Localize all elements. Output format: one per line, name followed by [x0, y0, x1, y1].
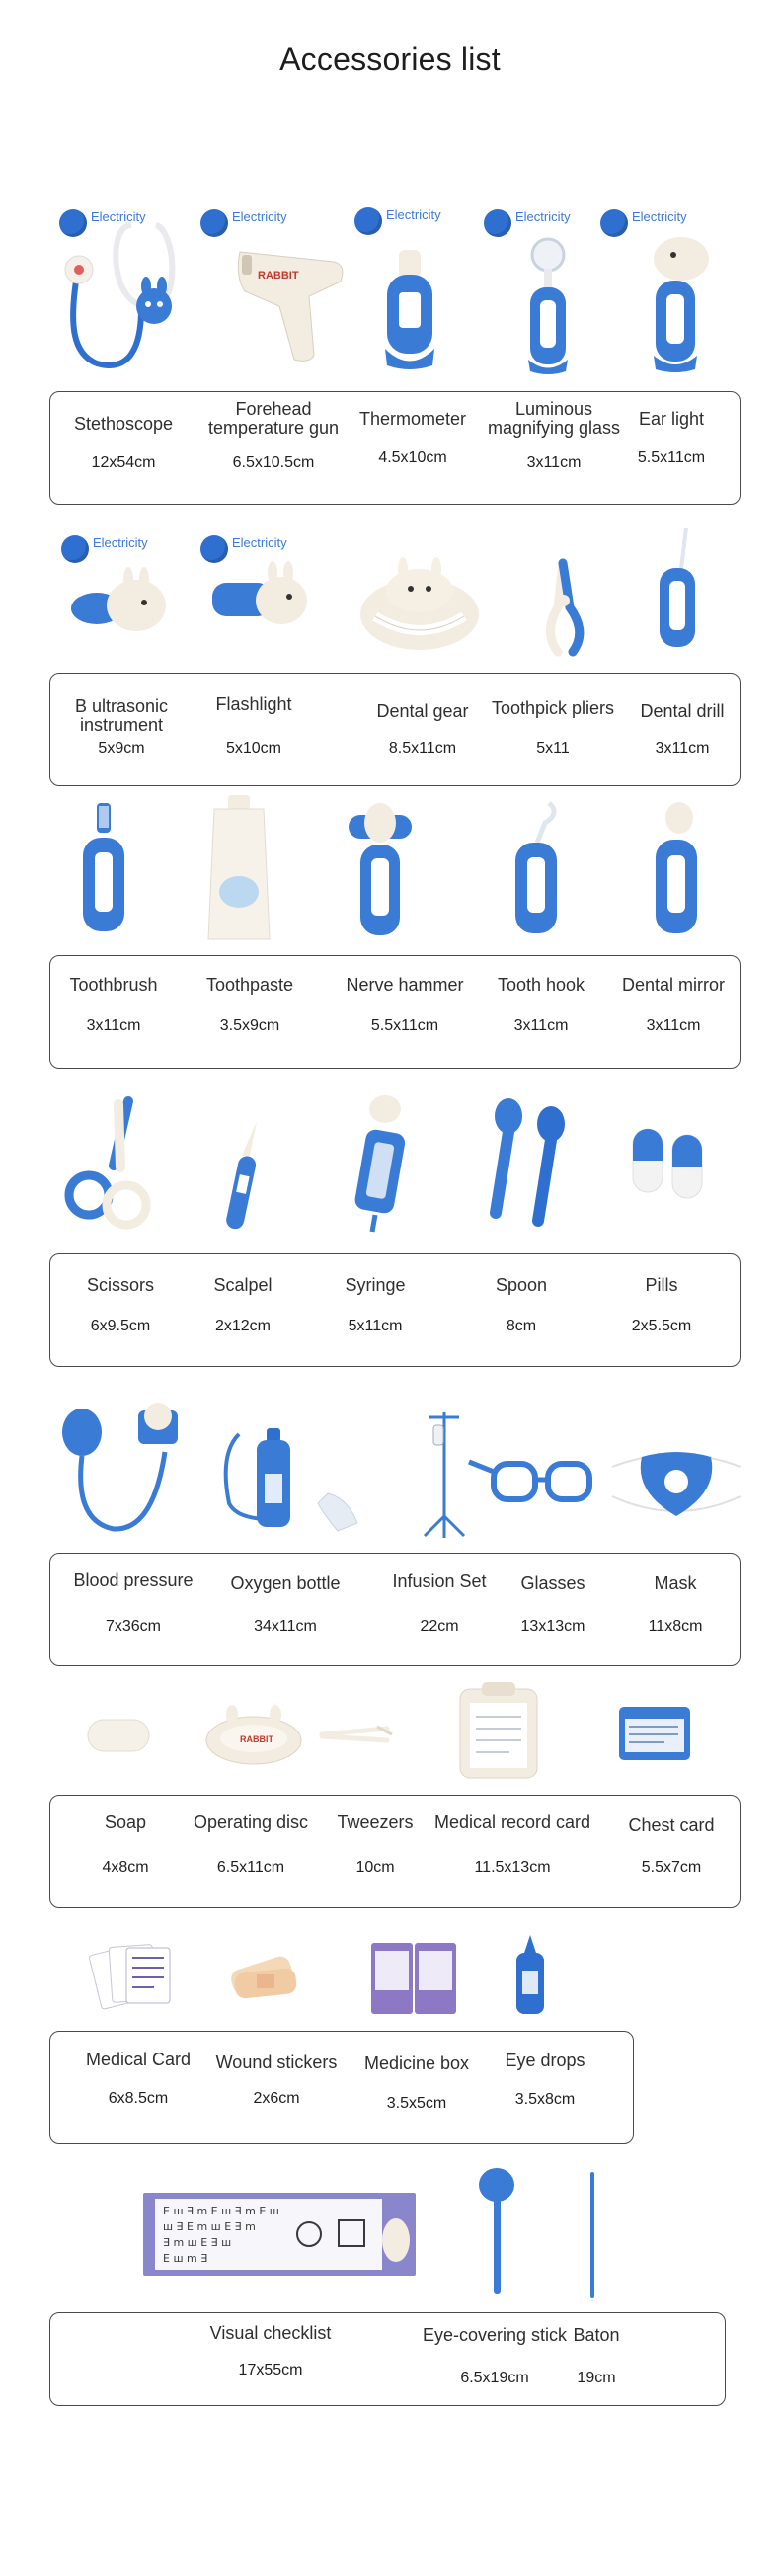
item-size: 2x12cm	[214, 1318, 272, 1334]
item-name: Thermometer	[358, 409, 467, 429]
item-name: Blood pressure	[73, 1570, 194, 1590]
list-item	[75, 697, 168, 758]
electricity-badge	[354, 207, 441, 235]
battery-icon	[484, 209, 511, 237]
pliers-icon	[528, 553, 597, 662]
electricity-label: Electricity	[386, 206, 441, 222]
list-item	[216, 2053, 338, 2108]
electricity-label: Electricity	[632, 208, 687, 224]
list-item	[230, 1574, 340, 1636]
item-size: 3.5x9cm	[219, 1017, 280, 1034]
list-item	[496, 1276, 547, 1335]
list-item	[640, 702, 724, 758]
svg-text:∃ m ш E ∃ ш: ∃ m ш E ∃ ш	[163, 2236, 232, 2249]
item-size: 8cm	[506, 1318, 537, 1334]
medicine-box-icon	[367, 1931, 461, 2020]
item-size: 3x11cm	[513, 1017, 569, 1034]
mask-icon	[602, 1437, 750, 1531]
thermometer-gun-icon	[230, 237, 358, 365]
list-item	[69, 976, 157, 1035]
item-name: Stethoscope	[73, 414, 174, 434]
item-size: 6x9.5cm	[90, 1318, 151, 1334]
item-name: Dental gear	[376, 701, 469, 721]
spoon-icon	[474, 1094, 583, 1233]
item-size: 12x54cm	[91, 454, 156, 471]
eye-drops-icon	[508, 1931, 553, 2020]
battery-icon	[600, 209, 628, 237]
list-item	[638, 410, 705, 467]
item-name: Mask	[654, 1573, 697, 1593]
list-item	[346, 976, 463, 1035]
item-name: Baton	[573, 2325, 620, 2345]
item-size: 5x10cm	[225, 740, 282, 757]
list-item	[392, 1572, 486, 1636]
item-size: 6x8.5cm	[108, 2090, 169, 2107]
item-name: Pills	[645, 1275, 678, 1295]
item-name: Syringe	[345, 1275, 406, 1295]
item-size: 5.5x7cm	[641, 1859, 702, 1876]
item-size: 5.5x11cm	[370, 1017, 439, 1034]
item-size: 2x5.5cm	[631, 1318, 692, 1334]
item-name: Dental drill	[640, 701, 725, 721]
syringe-icon	[341, 1091, 420, 1235]
item-size: 5.5x11cm	[637, 449, 706, 466]
list-item	[74, 415, 173, 472]
soap-icon	[84, 1714, 153, 1758]
magnifying-glass-icon	[508, 233, 587, 376]
item-size: 13x13cm	[520, 1618, 585, 1635]
list-item	[622, 976, 725, 1035]
item-name: Medicine box	[363, 2053, 470, 2073]
list-item	[434, 1813, 590, 1877]
electricity-label: Electricity	[515, 208, 571, 224]
thermometer-icon	[375, 245, 444, 373]
item-name: Scissors	[86, 1275, 155, 1295]
item-name: Flashlight	[215, 694, 292, 714]
item-name: Forehead temperature gun	[207, 399, 340, 438]
list-item	[505, 2052, 585, 2109]
item-size: 3.5x5cm	[386, 2095, 447, 2112]
item-name: Eye-covering stick	[422, 2325, 568, 2345]
electricity-label: Electricity	[232, 534, 287, 550]
dental-drill-icon	[642, 523, 711, 662]
svg-text:RABBIT: RABBIT	[258, 270, 299, 282]
dental-mirror-icon	[642, 798, 711, 946]
page-title: Accessories list	[279, 41, 501, 77]
item-name: Operating disc	[193, 1812, 309, 1832]
item-name: Eye drops	[505, 2051, 585, 2070]
item-name: Wound stickers	[215, 2053, 338, 2072]
list-item	[423, 2326, 567, 2387]
list-item	[210, 2324, 332, 2379]
flashlight-icon	[207, 553, 316, 637]
item-size: 7x36cm	[105, 1618, 162, 1635]
electricity-label: Electricity	[93, 534, 148, 550]
stethoscope-icon	[57, 215, 195, 383]
item-name: Luminous magnifying glass	[487, 399, 621, 438]
list-item	[573, 2326, 619, 2387]
list-item	[206, 976, 293, 1035]
item-size: 11.5x13cm	[474, 1859, 551, 1876]
item-name: Glasses	[520, 1573, 585, 1593]
item-name: Toothpaste	[205, 975, 294, 995]
list-item	[632, 1276, 691, 1335]
item-name: Scalpel	[213, 1275, 273, 1295]
list-item	[215, 695, 291, 758]
item-name: Ear light	[638, 409, 705, 429]
item-name: Toothbrush	[69, 975, 158, 995]
dental-model-icon	[355, 555, 484, 659]
item-size: 3x11cm	[646, 1017, 701, 1034]
list-item	[649, 1574, 703, 1636]
item-size: 22cm	[420, 1618, 459, 1635]
item-size: 3.5x8cm	[514, 2091, 576, 2108]
electricity-badge	[61, 535, 148, 563]
item-name: Nerve hammer	[346, 975, 464, 995]
item-size: 10cm	[355, 1859, 395, 1876]
blood-pressure-icon	[54, 1393, 183, 1541]
item-name: Spoon	[495, 1275, 548, 1295]
tooth-hook-icon	[502, 798, 571, 946]
list-item	[87, 1276, 154, 1335]
spec-box	[49, 2312, 726, 2406]
list-item	[102, 1813, 148, 1877]
item-size: 6.5x10.5cm	[232, 454, 315, 471]
eye-occluder-icon	[477, 2165, 516, 2298]
item-size: 5x9cm	[98, 740, 145, 757]
item-name: Chest card	[628, 1815, 715, 1835]
list-item	[628, 1816, 714, 1877]
item-name: Infusion Set	[392, 1571, 487, 1591]
glasses-icon	[464, 1442, 602, 1521]
medical-card-icon	[89, 1936, 178, 2015]
tweezers-icon	[318, 1721, 397, 1745]
ear-light-icon	[632, 229, 721, 377]
item-size: 4.5x10cm	[378, 449, 447, 466]
item-size: 6.5x11cm	[216, 1859, 285, 1876]
list-item	[520, 1574, 585, 1636]
oxygen-bottle-icon	[219, 1414, 367, 1538]
pills-icon	[627, 1121, 711, 1205]
tray-icon	[202, 1701, 306, 1770]
item-size: 34x11cm	[254, 1618, 317, 1635]
svg-text:E ш ∃ m E ш ∃ m E ш: E ш ∃ m E ш ∃ m E ш	[163, 2205, 279, 2217]
bandage-icon	[225, 1951, 299, 2005]
electricity-label: Electricity	[232, 208, 287, 224]
electricity-label: Electricity	[91, 208, 146, 224]
svg-text:ш ∃ E m ш E ∃ m: ш ∃ E m ш E ∃ m	[163, 2220, 256, 2233]
item-size: 5x11cm	[348, 1318, 403, 1334]
svg-text:E ш m ∃: E ш m ∃	[163, 2252, 208, 2265]
hammer-icon	[341, 795, 420, 948]
item-size: 8.5x11cm	[388, 740, 457, 757]
battery-icon	[61, 535, 89, 563]
baton-icon	[585, 2170, 599, 2300]
item-size: 17x55cm	[238, 2362, 303, 2378]
chest-card-icon	[615, 1701, 694, 1765]
item-size: 4x8cm	[102, 1859, 149, 1876]
toothbrush-icon	[69, 798, 138, 946]
item-size: 19cm	[577, 2370, 616, 2386]
item-name: Tweezers	[337, 1812, 414, 1832]
item-size: 2x6cm	[253, 2090, 300, 2107]
ultrasound-icon	[67, 561, 176, 640]
item-size: 3x11cm	[655, 740, 710, 757]
item-name: Oxygen bottle	[230, 1573, 341, 1593]
list-item	[498, 976, 585, 1035]
list-item	[345, 1276, 405, 1335]
battery-icon	[200, 209, 228, 237]
item-size: 5x11	[536, 740, 570, 757]
scissors-icon	[59, 1096, 158, 1240]
list-item	[194, 1813, 308, 1877]
list-item	[208, 400, 339, 472]
item-name: Dental mirror	[621, 975, 726, 995]
item-size: 6.5x19cm	[460, 2370, 529, 2386]
svg-text:RABBIT: RABBIT	[240, 1734, 273, 1744]
list-item	[359, 410, 466, 467]
list-item	[73, 1571, 193, 1636]
item-size: 11x8cm	[648, 1618, 703, 1635]
scalpel-icon	[212, 1116, 272, 1235]
clipboard-icon	[454, 1679, 543, 1783]
item-size: 3x11cm	[86, 1017, 141, 1034]
list-item	[213, 1276, 272, 1335]
item-size: 3x11cm	[526, 454, 582, 471]
list-item	[337, 1813, 413, 1877]
battery-icon	[354, 207, 382, 235]
list-item	[86, 2051, 191, 2108]
item-name: Soap	[104, 1812, 147, 1832]
list-item	[488, 400, 620, 472]
electricity-badge	[200, 209, 287, 237]
eye-chart-icon	[141, 2191, 418, 2278]
list-item	[492, 699, 614, 758]
item-name: B ultrasonic instrument	[74, 696, 169, 735]
list-item	[364, 2054, 469, 2113]
item-name: Medical Card	[85, 2050, 192, 2069]
item-name: Medical record card	[433, 1812, 591, 1832]
toothpaste-icon	[202, 793, 276, 946]
item-name: Tooth hook	[497, 975, 585, 995]
item-name: Visual checklist	[209, 2323, 332, 2343]
list-item	[376, 702, 468, 758]
item-name: Toothpick pliers	[491, 698, 615, 718]
